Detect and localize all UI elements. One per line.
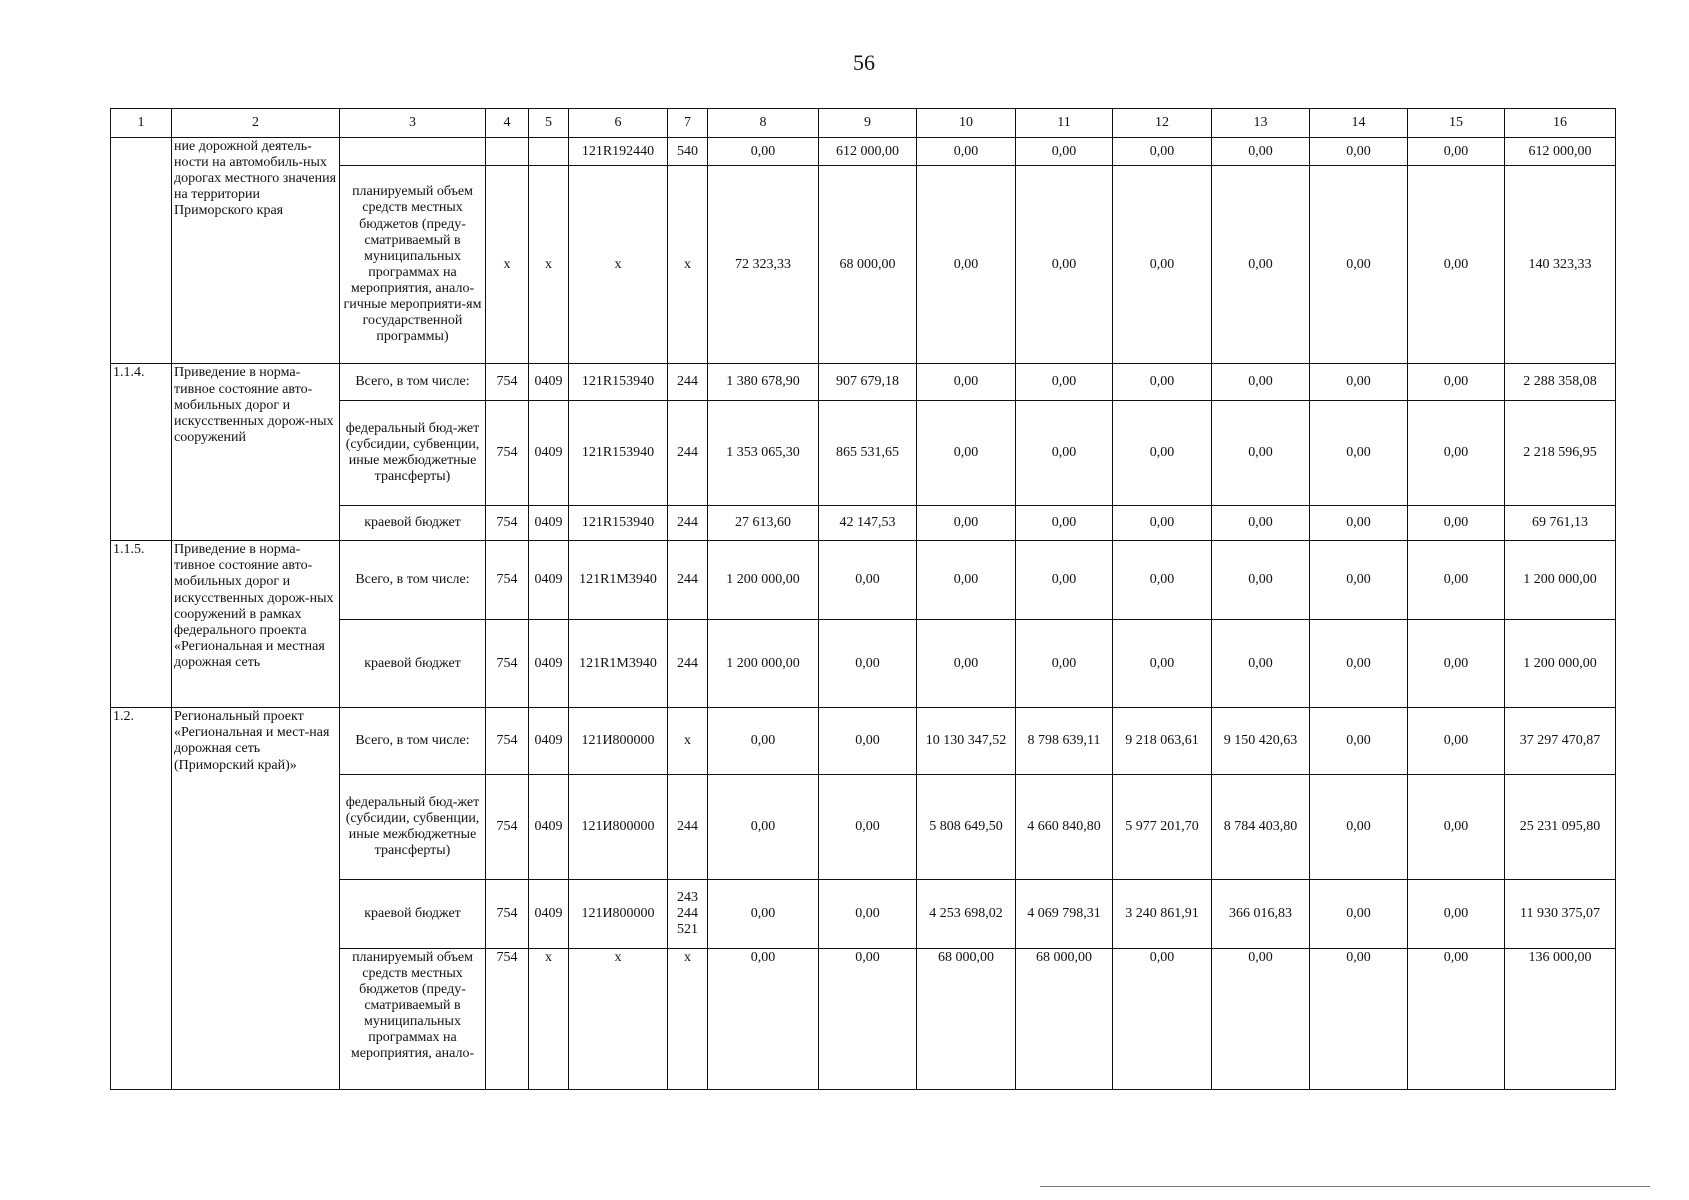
table-row bbox=[111, 708, 1616, 775]
year-value-cell: 865 531,65 bbox=[819, 401, 917, 506]
grbs-cell: 754 bbox=[486, 948, 529, 1089]
year-value-cell: 0,00 bbox=[917, 619, 1016, 707]
year-value-cell: 0,00 bbox=[1113, 541, 1212, 620]
year-value-cell: 0,00 bbox=[1310, 879, 1408, 948]
year-value-cell: 0,00 bbox=[1310, 166, 1408, 364]
year-value-cell: 4 253 698,02 bbox=[917, 879, 1016, 948]
year-value-cell: 0,00 bbox=[1310, 541, 1408, 620]
item-number-cell: 1.1.4. bbox=[111, 364, 172, 541]
column-header: 10 bbox=[917, 109, 1016, 138]
year-value-cell: 0,00 bbox=[1310, 948, 1408, 1089]
year-value-cell: 0,00 bbox=[917, 505, 1016, 541]
item-name-cell: ние дорожной деятель-ности на автомобиль-ных дорогах местного значения на территории Приморского края bbox=[172, 138, 340, 364]
year-value-cell: 0,00 bbox=[708, 948, 819, 1089]
grbs-cell: 754 bbox=[486, 619, 529, 707]
section-cell: 0409 bbox=[529, 401, 569, 506]
table-header-row bbox=[111, 109, 1616, 138]
funding-source-cell: краевой бюджет bbox=[340, 505, 486, 541]
target-code-cell: 121R1M3940 bbox=[569, 541, 668, 620]
year-value-cell: 9 218 063,61 bbox=[1113, 708, 1212, 775]
year-value-cell: 0,00 bbox=[708, 775, 819, 880]
total-value-cell: 69 761,13 bbox=[1505, 505, 1616, 541]
year-value-cell: 0,00 bbox=[819, 775, 917, 880]
year-value-cell: 0,00 bbox=[708, 138, 819, 166]
table-row bbox=[111, 364, 1616, 401]
grbs-cell: x bbox=[486, 166, 529, 364]
grbs-cell: 754 bbox=[486, 364, 529, 401]
year-value-cell: 0,00 bbox=[1408, 775, 1505, 880]
target-code-cell: 121И800000 bbox=[569, 775, 668, 880]
column-header: 6 bbox=[569, 109, 668, 138]
year-value-cell: 0,00 bbox=[1408, 364, 1505, 401]
expense-type-cell: 244 bbox=[668, 541, 708, 620]
year-value-cell: 0,00 bbox=[708, 879, 819, 948]
year-value-cell: 0,00 bbox=[1408, 541, 1505, 620]
section-cell: 0409 bbox=[529, 775, 569, 880]
grbs-cell: 754 bbox=[486, 541, 529, 620]
year-value-cell: 366 016,83 bbox=[1212, 879, 1310, 948]
year-value-cell: 1 353 065,30 bbox=[708, 401, 819, 506]
budget-table bbox=[110, 108, 1616, 1090]
target-code-cell: 121И800000 bbox=[569, 708, 668, 775]
year-value-cell: 0,00 bbox=[1113, 166, 1212, 364]
total-value-cell: 612 000,00 bbox=[1505, 138, 1616, 166]
year-value-cell: 0,00 bbox=[917, 401, 1016, 506]
section-cell: 0409 bbox=[529, 364, 569, 401]
year-value-cell: 0,00 bbox=[819, 879, 917, 948]
target-code-cell: 121R153940 bbox=[569, 505, 668, 541]
year-value-cell: 0,00 bbox=[917, 364, 1016, 401]
total-value-cell: 1 200 000,00 bbox=[1505, 619, 1616, 707]
grbs-cell: 754 bbox=[486, 505, 529, 541]
year-value-cell: 0,00 bbox=[819, 619, 917, 707]
column-header: 5 bbox=[529, 109, 569, 138]
column-header: 3 bbox=[340, 109, 486, 138]
target-code-cell: 121R192440 bbox=[569, 138, 668, 166]
year-value-cell: 0,00 bbox=[917, 541, 1016, 620]
year-value-cell: 0,00 bbox=[1310, 138, 1408, 166]
section-cell: 0409 bbox=[529, 619, 569, 707]
funding-source-cell: федеральный бюд-жет (субсидии, субвенции, иные межбюджетные трансферты) bbox=[340, 775, 486, 880]
item-number-cell: 1.2. bbox=[111, 708, 172, 1090]
expense-type-cell: x bbox=[668, 708, 708, 775]
section-cell: 0409 bbox=[529, 541, 569, 620]
year-value-cell: 0,00 bbox=[1016, 166, 1113, 364]
column-header: 1 bbox=[111, 109, 172, 138]
funding-source-cell: краевой бюджет bbox=[340, 619, 486, 707]
total-value-cell: 11 930 375,07 bbox=[1505, 879, 1616, 948]
section-cell: 0409 bbox=[529, 879, 569, 948]
year-value-cell: 68 000,00 bbox=[819, 166, 917, 364]
total-value-cell: 140 323,33 bbox=[1505, 166, 1616, 364]
expense-type-cell: 540 bbox=[668, 138, 708, 166]
year-value-cell: 9 150 420,63 bbox=[1212, 708, 1310, 775]
column-header: 2 bbox=[172, 109, 340, 138]
year-value-cell: 8 784 403,80 bbox=[1212, 775, 1310, 880]
year-value-cell: 42 147,53 bbox=[819, 505, 917, 541]
total-value-cell: 2 288 358,08 bbox=[1505, 364, 1616, 401]
column-header: 13 bbox=[1212, 109, 1310, 138]
year-value-cell: 0,00 bbox=[1212, 541, 1310, 620]
total-value-cell: 25 231 095,80 bbox=[1505, 775, 1616, 880]
section-cell: 0409 bbox=[529, 708, 569, 775]
funding-source-cell: Всего, в том числе: bbox=[340, 708, 486, 775]
year-value-cell: 1 380 678,90 bbox=[708, 364, 819, 401]
year-value-cell: 0,00 bbox=[1113, 138, 1212, 166]
item-number-cell bbox=[111, 138, 172, 364]
year-value-cell: 0,00 bbox=[1310, 775, 1408, 880]
expense-type-cell: 244 bbox=[668, 775, 708, 880]
target-code-cell: 121R153940 bbox=[569, 364, 668, 401]
item-name-cell: Приведение в норма-тивное состояние авто-мобильных дорог и искусственных дорож-ных сооружений bbox=[172, 364, 340, 541]
year-value-cell: 0,00 bbox=[1113, 619, 1212, 707]
total-value-cell: 136 000,00 bbox=[1505, 948, 1616, 1089]
year-value-cell: 0,00 bbox=[1212, 619, 1310, 707]
year-value-cell: 4 069 798,31 bbox=[1016, 879, 1113, 948]
target-code-cell: x bbox=[569, 948, 668, 1089]
expense-type-cell: 244 bbox=[668, 401, 708, 506]
year-value-cell: 0,00 bbox=[1310, 401, 1408, 506]
year-value-cell: 0,00 bbox=[1408, 708, 1505, 775]
target-code-cell: 121R1M3940 bbox=[569, 619, 668, 707]
expense-type-cell: 244 bbox=[668, 505, 708, 541]
column-header: 12 bbox=[1113, 109, 1212, 138]
year-value-cell: 72 323,33 bbox=[708, 166, 819, 364]
year-value-cell: 0,00 bbox=[1212, 138, 1310, 166]
total-value-cell: 37 297 470,87 bbox=[1505, 708, 1616, 775]
column-header: 9 bbox=[819, 109, 917, 138]
expense-type-cell: x bbox=[668, 948, 708, 1089]
section-cell bbox=[529, 138, 569, 166]
year-value-cell: 0,00 bbox=[1212, 166, 1310, 364]
target-code-cell: 121R153940 bbox=[569, 401, 668, 506]
year-value-cell: 0,00 bbox=[1016, 138, 1113, 166]
column-header: 4 bbox=[486, 109, 529, 138]
funding-source-cell: федеральный бюд-жет (субсидии, субвенции, иные межбюджетные трансферты) bbox=[340, 401, 486, 506]
total-value-cell: 2 218 596,95 bbox=[1505, 401, 1616, 506]
year-value-cell: 0,00 bbox=[708, 708, 819, 775]
item-name-cell: Приведение в норма-тивное состояние авто-мобильных дорог и искусственных дорож-ных сооружений в рамках федерального проекта «Региональная и местная дорожная сеть bbox=[172, 541, 340, 708]
year-value-cell: 1 200 000,00 bbox=[708, 541, 819, 620]
year-value-cell: 27 613,60 bbox=[708, 505, 819, 541]
expense-type-cell: 243 244 521 bbox=[668, 879, 708, 948]
year-value-cell: 0,00 bbox=[819, 708, 917, 775]
year-value-cell: 0,00 bbox=[1408, 948, 1505, 1089]
year-value-cell: 0,00 bbox=[819, 541, 917, 620]
year-value-cell: 0,00 bbox=[1310, 708, 1408, 775]
year-value-cell: 3 240 861,91 bbox=[1113, 879, 1212, 948]
grbs-cell: 754 bbox=[486, 775, 529, 880]
column-header: 8 bbox=[708, 109, 819, 138]
column-header: 11 bbox=[1016, 109, 1113, 138]
year-value-cell: 0,00 bbox=[1016, 364, 1113, 401]
year-value-cell: 1 200 000,00 bbox=[708, 619, 819, 707]
year-value-cell: 0,00 bbox=[819, 948, 917, 1089]
year-value-cell: 0,00 bbox=[1310, 619, 1408, 707]
year-value-cell: 8 798 639,11 bbox=[1016, 708, 1113, 775]
year-value-cell: 612 000,00 bbox=[819, 138, 917, 166]
year-value-cell: 10 130 347,52 bbox=[917, 708, 1016, 775]
expense-type-cell: x bbox=[668, 166, 708, 364]
grbs-cell: 754 bbox=[486, 708, 529, 775]
grbs-cell: 754 bbox=[486, 401, 529, 506]
year-value-cell: 0,00 bbox=[1408, 879, 1505, 948]
item-number-cell: 1.1.5. bbox=[111, 541, 172, 708]
year-value-cell: 0,00 bbox=[1113, 505, 1212, 541]
column-header: 15 bbox=[1408, 109, 1505, 138]
section-cell: x bbox=[529, 166, 569, 364]
target-code-cell: x bbox=[569, 166, 668, 364]
column-header: 14 bbox=[1310, 109, 1408, 138]
page-number: 56 bbox=[853, 50, 875, 75]
table-row bbox=[111, 138, 1616, 166]
year-value-cell: 68 000,00 bbox=[1016, 948, 1113, 1089]
year-value-cell: 5 808 649,50 bbox=[917, 775, 1016, 880]
total-value-cell: 1 200 000,00 bbox=[1505, 541, 1616, 620]
year-value-cell: 0,00 bbox=[1212, 401, 1310, 506]
year-value-cell: 0,00 bbox=[1113, 401, 1212, 506]
grbs-cell: 754 bbox=[486, 879, 529, 948]
scan-artifact-line bbox=[1040, 1186, 1650, 1187]
funding-source-cell: краевой бюджет bbox=[340, 879, 486, 948]
expense-type-cell: 244 bbox=[668, 364, 708, 401]
column-header: 16 bbox=[1505, 109, 1616, 138]
year-value-cell: 0,00 bbox=[917, 138, 1016, 166]
year-value-cell: 0,00 bbox=[1310, 505, 1408, 541]
funding-source-cell bbox=[340, 138, 486, 166]
year-value-cell: 0,00 bbox=[1408, 505, 1505, 541]
year-value-cell: 0,00 bbox=[1016, 401, 1113, 506]
grbs-cell bbox=[486, 138, 529, 166]
year-value-cell: 0,00 bbox=[1016, 505, 1113, 541]
year-value-cell: 0,00 bbox=[1016, 541, 1113, 620]
year-value-cell: 0,00 bbox=[1113, 364, 1212, 401]
funding-source-cell: планируемый объем средств местных бюджетов (преду-сматриваемый в муниципальных программах на мероприятия, анало-гичные мероприяти-ям государственной программы) bbox=[340, 166, 486, 364]
target-code-cell: 121И800000 bbox=[569, 879, 668, 948]
year-value-cell: 68 000,00 bbox=[917, 948, 1016, 1089]
year-value-cell: 0,00 bbox=[1408, 138, 1505, 166]
year-value-cell: 0,00 bbox=[1408, 166, 1505, 364]
year-value-cell: 0,00 bbox=[1310, 364, 1408, 401]
section-cell: 0409 bbox=[529, 505, 569, 541]
year-value-cell: 0,00 bbox=[1113, 948, 1212, 1089]
item-name-cell: Региональный проект «Региональная и мест-ная дорожная сеть (Приморский край)» bbox=[172, 708, 340, 1090]
table-row bbox=[111, 541, 1616, 620]
year-value-cell: 0,00 bbox=[1408, 619, 1505, 707]
funding-source-cell: планируемый объем средств местных бюджетов (преду-сматриваемый в муниципальных программах на мероприятия, анало- bbox=[340, 948, 486, 1089]
year-value-cell: 0,00 bbox=[1408, 401, 1505, 506]
year-value-cell: 0,00 bbox=[1212, 948, 1310, 1089]
year-value-cell: 5 977 201,70 bbox=[1113, 775, 1212, 880]
expense-type-cell: 244 bbox=[668, 619, 708, 707]
year-value-cell: 0,00 bbox=[1212, 364, 1310, 401]
year-value-cell: 907 679,18 bbox=[819, 364, 917, 401]
funding-source-cell: Всего, в том числе: bbox=[340, 364, 486, 401]
year-value-cell: 4 660 840,80 bbox=[1016, 775, 1113, 880]
year-value-cell: 0,00 bbox=[917, 166, 1016, 364]
column-header: 7 bbox=[668, 109, 708, 138]
year-value-cell: 0,00 bbox=[1212, 505, 1310, 541]
year-value-cell: 0,00 bbox=[1016, 619, 1113, 707]
funding-source-cell: Всего, в том числе: bbox=[340, 541, 486, 620]
section-cell: x bbox=[529, 948, 569, 1089]
